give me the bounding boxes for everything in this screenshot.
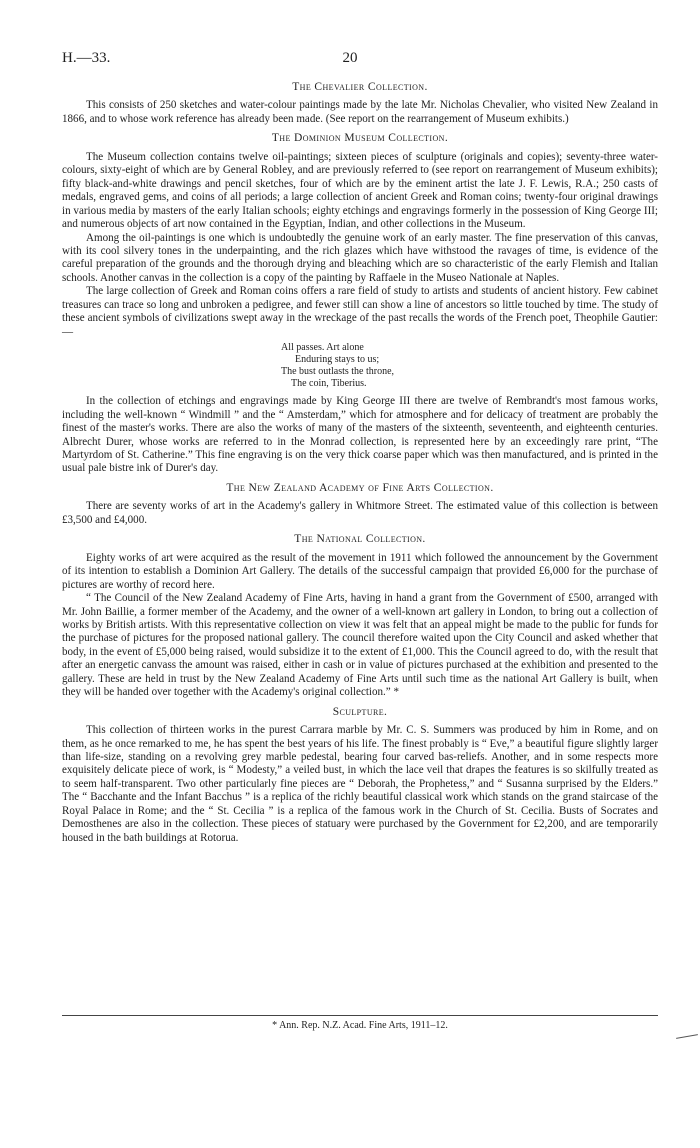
- footnote: * Ann. Rep. N.Z. Acad. Fine Arts, 1911–12.: [272, 1020, 448, 1031]
- heading-sculpture: Sculpture.: [332, 705, 388, 718]
- paragraph: Among the oil-paintings is one which is undoubtedly the genuine work of an early master. The fine preservation of this canvas, with its cool silvery tones in the underpainting, and the rich glazes which have withstood the ravages of time, is evidence of the careful preparation of the grounds and the thorough drying and bleaching which are so characteristic of the early Flemish and Italian schools. Another canvas in the collection is a copy of the painting by Raffaele in the Museo Nationale at Naples.: [62, 231, 658, 284]
- poem-line: Enduring stays to us;: [295, 354, 380, 366]
- paragraph: In the collection of etchings and engravings made by King George III there are twelve of Rembrandt's most famous works, including the well-known “ Windmill ” and the “ Amsterdam,” which for atmosphere and for delicacy of treatment are probably the finest of the master's works. There are also the works of many of the masters of the sixteenth, seventeenth, and eighteenth centuries. Albrecht Durer, whose works are referred to in the Monrad collection, is represented here by an exceedingly rare print, “The Martyrdom of St. Catherine.” This fine engraving is on the very thick coarse paper which was then manufactured, and is printed in the usual pale bistre ink of Durer's day.: [62, 395, 658, 475]
- paragraph: The large collection of Greek and Roman coins offers a rare field of study to artists and students of ancient history. Few cabinet treasures can trace so long and unbroken a pedigree, and fewer still can show a line of ancestors so little touched by time. The study of these ancient symbols of civilizations swept away in the wreckage of the past recalls the words of the French poet, Theophile Gautier:—: [62, 285, 658, 338]
- page-number: 20: [342, 50, 358, 66]
- paragraph: There are seventy works of art in the Academy's gallery in Whitmore Street. The estimated value of this collection is between £3,500 and £4,000.: [62, 500, 658, 526]
- poem-quotation: [281, 342, 658, 390]
- heading-dominion-museum-collection: The Dominion Museum Collection.: [271, 132, 449, 145]
- poem-line: The coin, Tiberius.: [291, 378, 367, 390]
- paragraph: Eighty works of art were acquired as the result of the movement in 1911 which followed the announcement by the Government of its intention to establish a Dominion Art Gallery. The details of the successful campaign that provided £6,000 for the purchase of pictures are worthy of record here.: [62, 551, 658, 591]
- margin-mark: [676, 1034, 698, 1039]
- heading-academy-collection: The New Zealand Academy of Fine Arts Collection.: [226, 481, 494, 494]
- heading-national-collection: The National Collection.: [294, 533, 426, 546]
- paragraph: This collection of thirteen works in the purest Carrara marble by Mr. C. S. Summers was produced by him in Rome, and on them, as he once remarked to me, he has spent the best years of his life. The finest probably is “ Eve,” a beautiful figure slightly larger than life-size, standing on a revolving grey marble pedestal, bearing four carved bas-reliefs. Another, and in some respects more exquisitely delicate piece of work, is “ Modesty,” a veiled bust, in which the lace veil that drapes the features is so skilfully treated as to seem half-transparent. Two other particularly fine pieces are “ Deborah, the Prophetess,” and “ Susanna surprised by the Elders.” The “ Bacchante and the Infant Bacchus ” is a replica of the richly beautiful classical work which stands on the grand staircase of the Royal Palace in Rome; and the “ St. Cecilia ” is a replica of the famous work in the Church of St. Cecilia. Busts of Socrates and Demosthenes are also in the collection. These pieces of statuary were purchased by the Government for £2,200, and are temporarily housed in the bath buildings at Rotorua.: [62, 724, 658, 844]
- poem-line: The bust outlasts the throne,: [281, 366, 395, 378]
- footnote-divider: [62, 1015, 658, 1016]
- quoted-paragraph: “ The Council of the New Zealand Academy of Fine Arts, having in hand a grant from the Government of £500, arranged with Mr. John Baillie, a former member of the Academy, and the owner of a well-known art gallery in London, to bring out a collection of works by British artists. With this representative collection on view it was felt that an appeal might be made to the public for funds for the purchase of pictures for the proposed national gallery. The council therefore waited upon the City Council and asked whether that body, in the event of £5,000 being raised, would subsidize it to the extent of £1,000. This the Council agreed to do, with the result that after an energetic canvass the amount was raised, either in cash or in value of pictures purchased at the exhibition and presented to the gallery. These are held in trust by the New Zealand Academy of Fine Arts until such time as the national Art Gallery is built, when they will be handed over together with the Academy's original collection.” *: [62, 592, 658, 699]
- paragraph: This consists of 250 sketches and water-colour paintings made by the late Mr. Nicholas Chevalier, who visited New Zealand in 1866, and to whose work reference has already been made. (See report on the rearrangement of Museum exhibits.): [62, 99, 658, 125]
- poem-line: All passes. Art alone: [281, 342, 364, 354]
- page-body: [62, 81, 658, 845]
- heading-chevalier-collection: The Chevalier Collection.: [292, 81, 428, 93]
- document-reference: H.—33.: [62, 50, 111, 66]
- paragraph: The Museum collection contains twelve oil-paintings; sixteen pieces of sculpture (originals and copies); seventy-three water-colours, sixty-eight of which are by General Robley, and are previously referred to (see report on rearrangement of Museum exhibits); fifty black-and-white drawings and pencil sketches, four of which are by the eminent artist the late J. F. Lewis, R.A.; 250 casts of medals, engraved gems, and coins of all periods; a large collection of ancient Greek and Roman coins; twenty-four original drawings in various media by masters of the early Italian schools; eighty etchings and engravings formerly in the possession of King George III; and numerous objects of art now contained in the Egyptian, Indian, and other collections in the Museum.: [62, 150, 658, 231]
